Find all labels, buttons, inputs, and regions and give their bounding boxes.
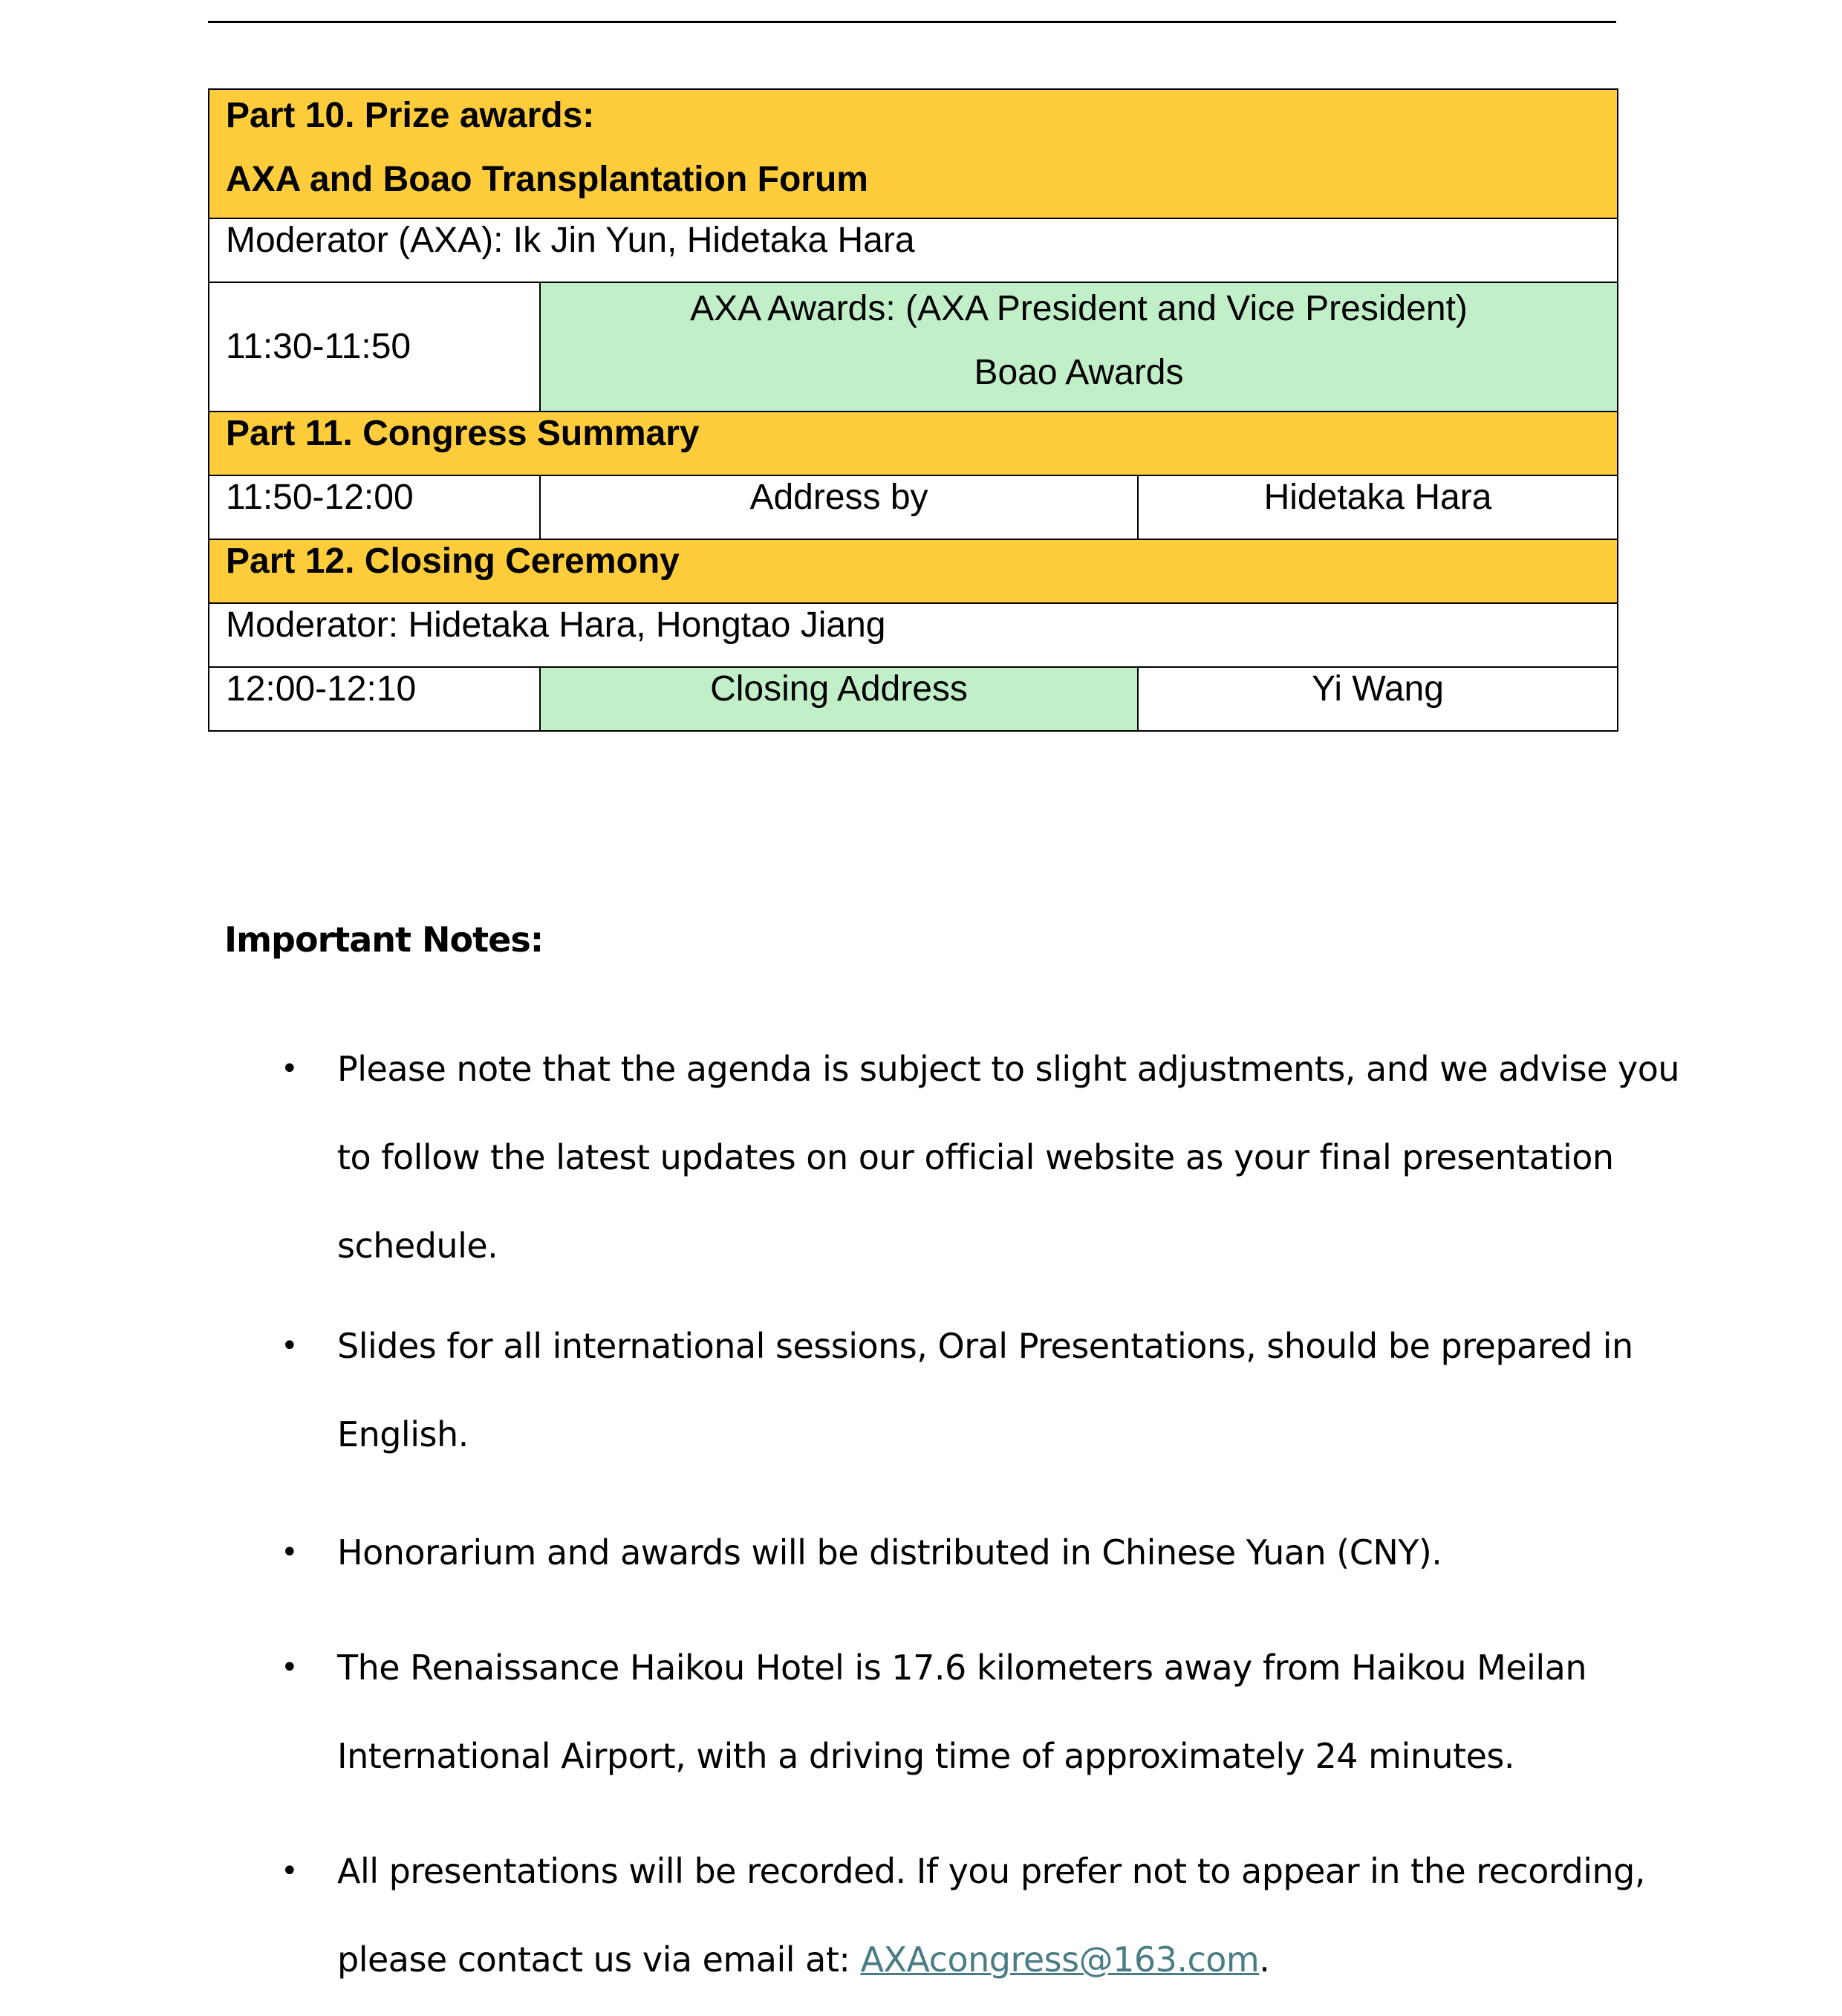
bullet-icon: • — [281, 1854, 299, 1888]
agenda-table — [208, 88, 1618, 732]
part10-session-row — [209, 282, 1618, 412]
part10-header-row — [209, 89, 1618, 218]
part10-header-cell — [209, 89, 1618, 218]
part12-session-topic: Closing Address — [540, 667, 1138, 731]
part12-header-row — [209, 539, 1618, 603]
note-text-line: Please note that the agenda is subject to slight adjustments, and we advise you — [337, 1049, 1680, 1089]
part12-session-speaker: Yi Wang — [1138, 667, 1618, 731]
part10-moderator-row — [209, 218, 1618, 282]
bullet-icon: • — [281, 1052, 299, 1086]
note-item — [0, 1827, 1708, 2004]
part11-session-topic: Address by — [540, 475, 1138, 539]
axa-awards-line: AXA Awards: (AXA President and Vice President) — [690, 289, 1468, 328]
note-item — [0, 1302, 1708, 1479]
note-text-line: International Airport, with a driving time of approximately 24 minutes. — [337, 1736, 1514, 1776]
part10-title-line2: AXA and Boao Transplantation Forum — [226, 160, 868, 199]
bullet-icon: • — [281, 1651, 299, 1685]
part12-session-row — [209, 667, 1618, 731]
important-notes-list — [0, 1025, 1708, 2016]
note-text-line: to follow the latest updates on our official website as your final presentation — [337, 1137, 1614, 1177]
part12-session-time: 12:00-12:10 — [209, 667, 540, 731]
note-text-line: All presentations will be recorded. If you prefer not to appear in the recording, — [337, 1851, 1645, 1891]
note-item — [0, 1624, 1708, 1801]
part11-session-row — [209, 475, 1618, 539]
part12-moderator: Moderator: Hidetaka Hara, Hongtao Jiang — [209, 603, 1618, 667]
note-text-line: schedule. — [337, 1226, 498, 1266]
part11-header-row — [209, 412, 1618, 475]
bullet-icon: • — [281, 1329, 299, 1363]
contact-email-link[interactable]: AXAcongress@163.com — [860, 1939, 1260, 1980]
bullet-icon: • — [281, 1535, 299, 1570]
note-text-line: please contact us via email at: — [337, 1939, 861, 1980]
part10-moderator: Moderator (AXA): Ik Jin Yun, Hidetaka Hara — [209, 218, 1618, 282]
part10-title-line1: Part 10. Prize awards: — [226, 96, 595, 135]
note-text-line: Slides for all international sessions, Oral Presentations, should be prepared in — [337, 1326, 1633, 1366]
note-text-line: English. — [337, 1414, 469, 1454]
note-text-line: The Renaissance Haikou Hotel is 17.6 kilometers away from Haikou Meilan — [337, 1648, 1587, 1688]
note-text-line: . — [1259, 1939, 1270, 1980]
part11-session-speaker: Hidetaka Hara — [1138, 475, 1618, 539]
important-notes-heading: Important Notes: — [224, 920, 544, 960]
top-horizontal-rule — [208, 21, 1616, 23]
part10-session-topic — [540, 282, 1618, 412]
note-item — [0, 1025, 1708, 1290]
note-item — [0, 1509, 1708, 1597]
part10-session-time: 11:30-11:50 — [209, 282, 540, 412]
part12-title: Part 12. Closing Ceremony — [209, 539, 1618, 603]
boao-awards-line: Boao Awards — [974, 353, 1184, 392]
part11-session-time: 11:50-12:00 — [209, 475, 540, 539]
part12-moderator-row — [209, 603, 1618, 667]
note-text-line: Honorarium and awards will be distributed in Chinese Yuan (CNY). — [337, 1532, 1442, 1573]
part11-title: Part 11. Congress Summary — [209, 412, 1618, 475]
